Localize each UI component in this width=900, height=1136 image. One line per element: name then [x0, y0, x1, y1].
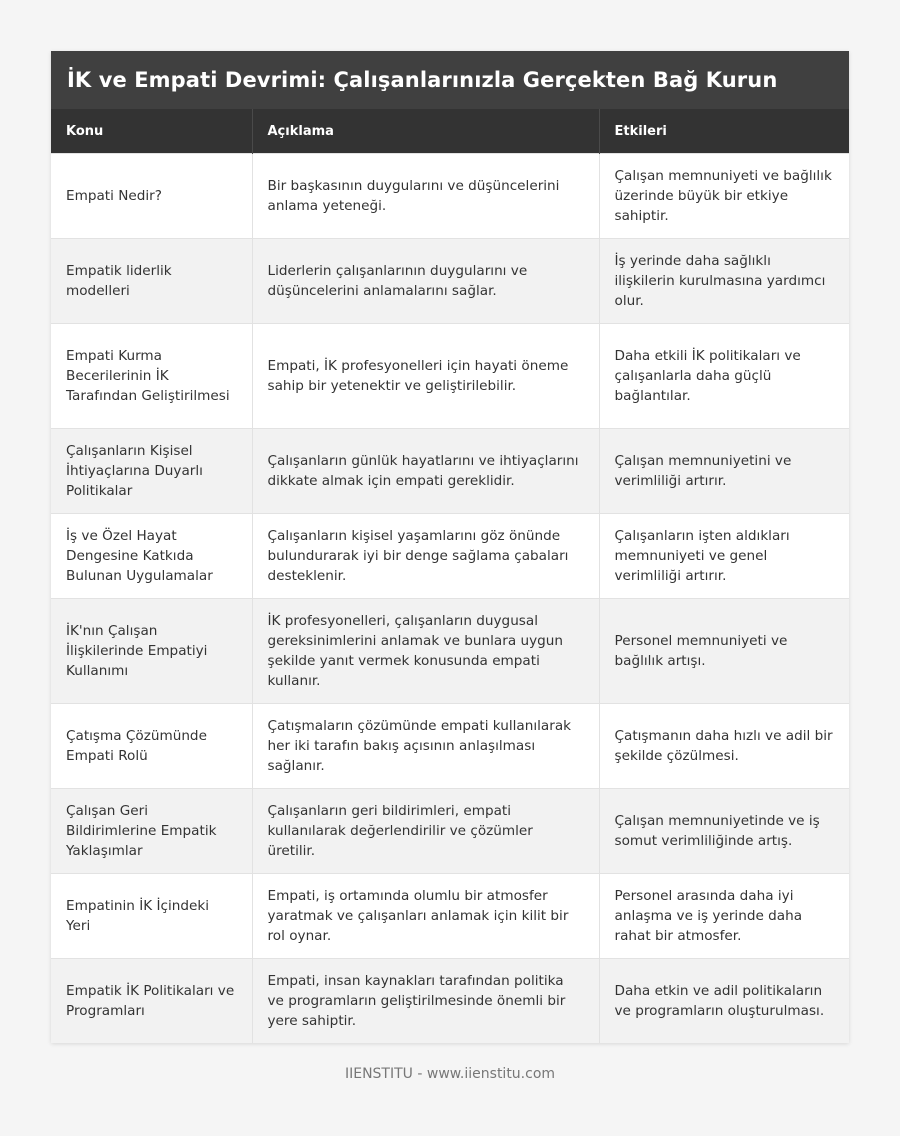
- table-row: [51, 599, 849, 704]
- cell-effects: Personel arasında daha iyi anlaşma ve iş yerinde daha rahat bir atmosfer.: [599, 874, 849, 959]
- cell-description: Empati, İK profesyonelleri için hayati öneme sahip bir yetenektir ve geliştirilebilir.: [252, 324, 599, 429]
- table-row: [51, 959, 849, 1044]
- cell-effects: Personel memnuniyeti ve bağlılık artışı.: [599, 599, 849, 704]
- cell-topic: Empati Kurma Becerilerinin İK Tarafından Geliştirilmesi: [51, 324, 252, 429]
- cell-topic: İK'nın Çalışan İlişkilerinde Empatiyi Kullanımı: [51, 599, 252, 704]
- title-bar: [51, 51, 849, 109]
- column-header-effects: Etkileri: [599, 109, 849, 154]
- table-row: [51, 239, 849, 324]
- cell-topic: Empatinin İK İçindeki Yeri: [51, 874, 252, 959]
- cell-effects: Çalışan memnuniyetini ve verimliliği artırır.: [599, 429, 849, 514]
- cell-description: Çatışmaların çözümünde empati kullanılarak her iki tarafın bakış açısının anlaşılması sağlanır.: [252, 704, 599, 789]
- cell-effects: Daha etkin ve adil politikaların ve programların oluşturulması.: [599, 959, 849, 1044]
- table-row: [51, 704, 849, 789]
- cell-topic: Çatışma Çözümünde Empati Rolü: [51, 704, 252, 789]
- table-row: [51, 874, 849, 959]
- cell-topic: Çalışanların Kişisel İhtiyaçlarına Duyarlı Politikalar: [51, 429, 252, 514]
- cell-effects: Çalışanların işten aldıkları memnuniyeti ve genel verimliliği artırır.: [599, 514, 849, 599]
- data-table: [51, 109, 849, 1043]
- table-card: [51, 51, 849, 1043]
- cell-topic: Empati Nedir?: [51, 154, 252, 239]
- cell-description: Çalışanların günlük hayatlarını ve ihtiyaçlarını dikkate almak için empati gereklidir.: [252, 429, 599, 514]
- table-row: [51, 514, 849, 599]
- page-title: İK ve Empati Devrimi: Çalışanlarınızla Gerçekten Bağ Kurun: [67, 68, 778, 92]
- cell-description: İK profesyonelleri, çalışanların duygusal gereksinimlerini anlamak ve bunlara uygun şekilde yanıt vermek konusunda empati kullanır.: [252, 599, 599, 704]
- table-row: [51, 789, 849, 874]
- table-header-row: [51, 109, 849, 154]
- cell-topic: Çalışan Geri Bildirimlerine Empatik Yaklaşımlar: [51, 789, 252, 874]
- cell-effects: Çatışmanın daha hızlı ve adil bir şekilde çözülmesi.: [599, 704, 849, 789]
- cell-topic: Empatik İK Politikaları ve Programları: [51, 959, 252, 1044]
- cell-description: Bir başkasının duygularını ve düşüncelerini anlama yeteneği.: [252, 154, 599, 239]
- cell-effects: Çalışan memnuniyeti ve bağlılık üzerinde büyük bir etkiye sahiptir.: [599, 154, 849, 239]
- cell-effects: Daha etkili İK politikaları ve çalışanlarla daha güçlü bağlantılar.: [599, 324, 849, 429]
- footer-credit: IIENSTITU - www.iienstitu.com: [344, 1066, 556, 1082]
- column-header-description: Açıklama: [252, 109, 599, 154]
- cell-topic: İş ve Özel Hayat Dengesine Katkıda Bulunan Uygulamalar: [51, 514, 252, 599]
- cell-description: Empati, insan kaynakları tarafından politika ve programların geliştirilmesinde önemli bir yere sahiptir.: [252, 959, 599, 1044]
- cell-topic: Empatik liderlik modelleri: [51, 239, 252, 324]
- cell-description: Liderlerin çalışanlarının duygularını ve düşüncelerini anlamalarını sağlar.: [252, 239, 599, 324]
- column-header-topic: Konu: [51, 109, 252, 154]
- cell-description: Çalışanların geri bildirimleri, empati kullanılarak değerlendirilir ve çözümler üretilir.: [252, 789, 599, 874]
- table-row: [51, 154, 849, 239]
- table-row: [51, 324, 849, 429]
- cell-effects: Çalışan memnuniyetinde ve iş somut verimliliğinde artış.: [599, 789, 849, 874]
- cell-description: Empati, iş ortamında olumlu bir atmosfer yaratmak ve çalışanları anlamak için kilit bir rol oynar.: [252, 874, 599, 959]
- cell-description: Çalışanların kişisel yaşamlarını göz önünde bulundurarak iyi bir denge sağlama çabaları desteklenir.: [252, 514, 599, 599]
- cell-effects: İş yerinde daha sağlıklı ilişkilerin kurulmasına yardımcı olur.: [599, 239, 849, 324]
- table-row: [51, 429, 849, 514]
